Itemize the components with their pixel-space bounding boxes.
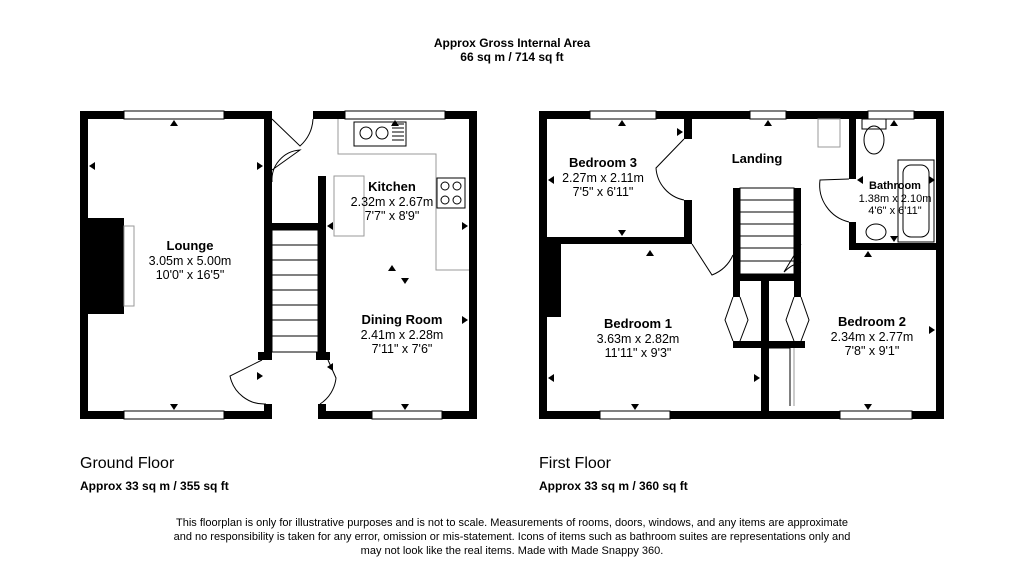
first-floor-title: First Floor	[539, 455, 611, 472]
room-label-bathroom	[852, 180, 938, 218]
room-imperial: 7'7" x 8'9"	[364, 209, 420, 224]
room-name: Bedroom 1	[604, 316, 672, 331]
room-label-bedroom-2	[812, 315, 932, 359]
room-metric: 3.05m x 5.00m	[148, 253, 232, 268]
room-metric: 2.41m x 2.28m	[360, 327, 444, 342]
room-imperial: 7'8" x 9'1"	[844, 344, 900, 359]
room-label-bedroom-3	[548, 156, 658, 200]
room-metric: 2.34m x 2.77m	[830, 329, 914, 344]
room-name: Landing	[731, 151, 783, 166]
room-metric: 1.38m x 2.10m	[858, 192, 932, 205]
room-name: Bedroom 3	[569, 155, 637, 170]
room-imperial: 10'0" x 16'5"	[155, 268, 225, 283]
room-metric: 2.27m x 2.11m	[562, 170, 644, 185]
room-metric: 3.63m x 2.82m	[596, 331, 680, 346]
disclaimer-line-1: This floorplan is only for illustrative purposes and is not to scale. Measurements of rooms, doors, windows, and any items are approximate	[176, 517, 848, 529]
room-name: Dining Room	[361, 312, 443, 327]
room-imperial: 4'6" x 6'11"	[868, 205, 922, 218]
room-label-bedroom-1	[578, 317, 698, 361]
disclaimer-line-2: and no responsibility is taken for any error, omission or mis-statement. Icons of items such as bathroom suites are representations only and	[173, 531, 851, 543]
room-name: Bedroom 2	[838, 314, 906, 329]
room-label-dining-room	[342, 313, 462, 357]
room-label-lounge	[130, 239, 250, 283]
room-imperial: 11'11" x 9'3"	[604, 346, 672, 361]
room-imperial: 7'11" x 7'6"	[371, 342, 433, 357]
ground-floor-area: Approx 33 sq m / 355 sq ft	[80, 479, 229, 493]
room-name: Lounge	[166, 238, 214, 253]
room-name: Bathroom	[869, 180, 921, 192]
room-label-kitchen	[332, 180, 452, 224]
header-area-value: 66 sq m / 714 sq ft	[460, 50, 564, 64]
ground-floor-title: Ground Floor	[80, 455, 175, 472]
header-area-title: Approx Gross Internal Area	[433, 36, 591, 50]
room-metric: 2.32m x 2.67m	[350, 194, 434, 209]
disclaimer-line-3: may not look like the real items. Made with Made Snappy 360.	[360, 545, 664, 557]
room-name: Kitchen	[368, 179, 416, 194]
room-label-landing	[712, 152, 802, 167]
room-imperial: 7'5" x 6'11"	[572, 185, 634, 200]
first-floor-area: Approx 33 sq m / 360 sq ft	[539, 479, 688, 493]
